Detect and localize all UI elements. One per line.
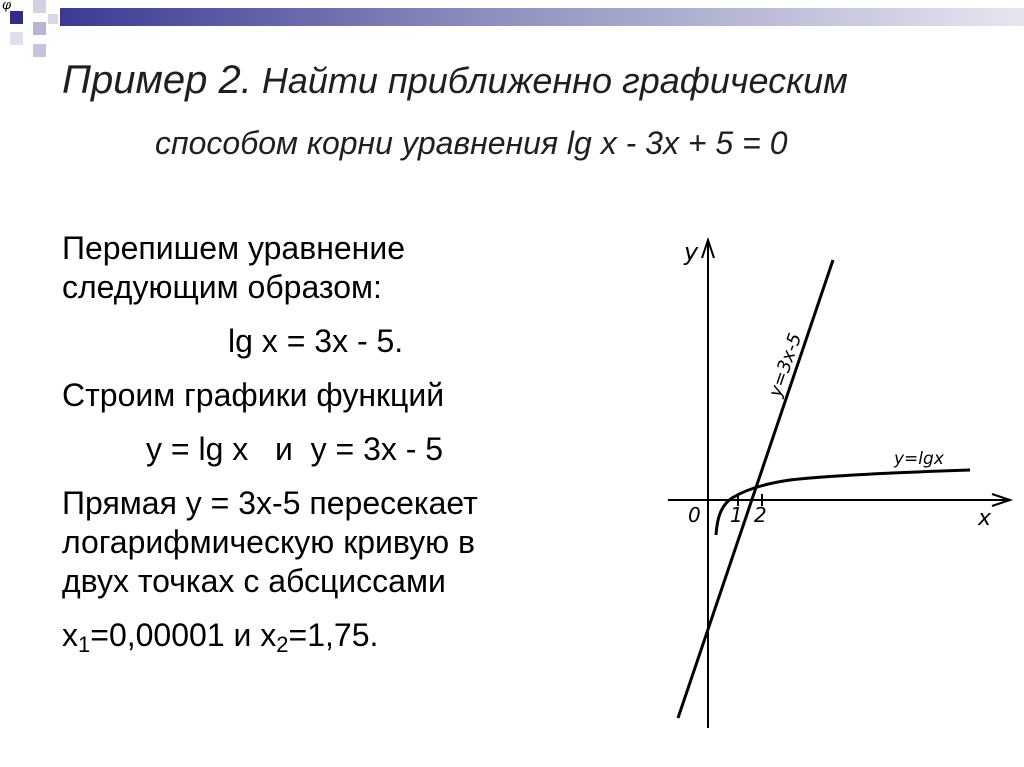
- body-line-4: Прямая y = 3x-5 пересекает: [62, 485, 478, 521]
- title-line1: Найти приближенно графическим: [261, 60, 848, 101]
- body-line-2: следующим образом:: [62, 269, 382, 305]
- curve-label: y=lgx: [894, 449, 944, 469]
- functions-line: y = lg x и y = 3x - 5: [146, 431, 444, 467]
- root-x2-sub: 2: [276, 632, 289, 657]
- tick-2-label: 2: [754, 503, 767, 527]
- body-line-3: Строим графики функций: [62, 377, 445, 413]
- body-line-6: двух точках с абсциссами: [62, 563, 446, 599]
- slide-title: [62, 58, 1002, 163]
- equation-rewritten: lg x = 3x - 5.: [228, 323, 404, 359]
- tick-1-label: 1: [730, 503, 743, 527]
- graph-figure: [650, 230, 1020, 730]
- root-x1-base: x: [62, 617, 78, 653]
- title-prefix: Пример 2.: [62, 58, 252, 102]
- origin-label: 0: [688, 503, 701, 527]
- root-x1-value: =0,00001 и x: [90, 617, 277, 653]
- root-x2-value: =1,75.: [288, 617, 379, 653]
- corner-mark: φ: [2, 0, 12, 13]
- body-line-5: логарифмическую кривую в: [62, 524, 476, 560]
- title-line2: способом корни уравнения lg x - 3x + 5 = 0: [155, 125, 788, 161]
- y-axis-label: y: [684, 238, 699, 266]
- x-axis-label: x: [978, 506, 992, 531]
- slide-body: [62, 229, 602, 655]
- body-line-1: Перепишем уравнение: [62, 230, 405, 266]
- line-label: y=3x-5: [764, 330, 807, 400]
- roots-line: [62, 616, 602, 655]
- corner-decoration: [0, 0, 1024, 60]
- root-x1-sub: 1: [78, 632, 91, 657]
